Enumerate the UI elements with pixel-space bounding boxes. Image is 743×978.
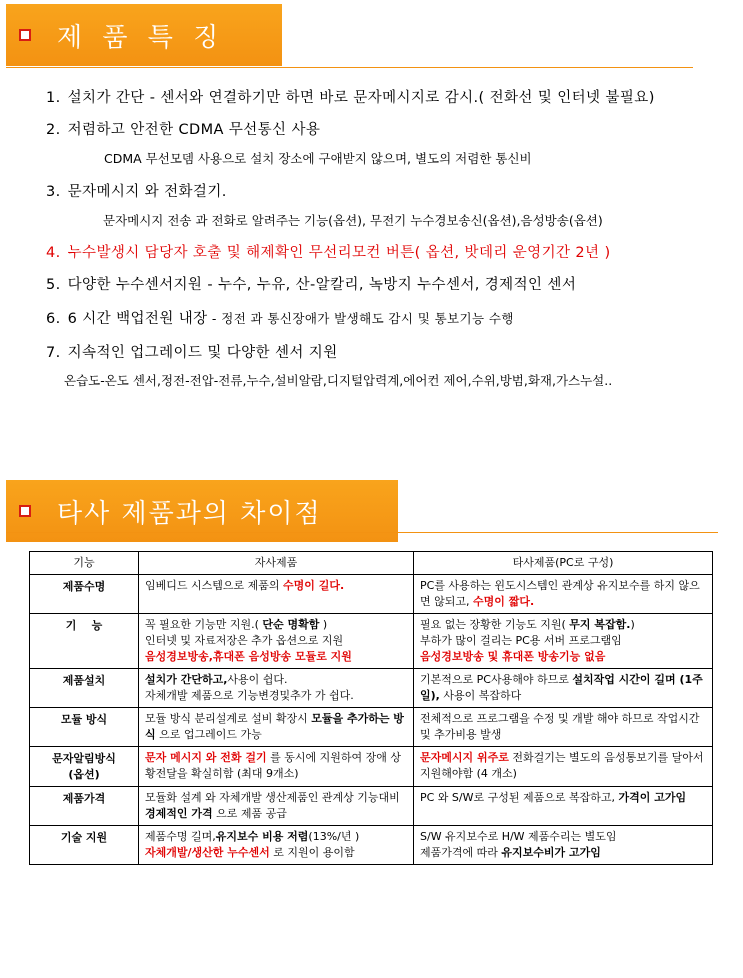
cell-text: )	[319, 618, 328, 631]
feature-item-5: 5. 다양한 누수센서지원 - 누수, 누유, 산-알칼리, 녹방지 누수센서, 경제적인 센서	[46, 277, 577, 293]
square-bullet-icon	[19, 29, 31, 41]
header-ours: 자사제품	[139, 552, 414, 575]
section1-banner	[6, 4, 282, 66]
cell-text: 제품수명 길며,	[145, 830, 216, 843]
cell-text: 경제적인 가격	[145, 807, 213, 820]
feature-cell	[30, 826, 139, 865]
cell-text: 인터넷 및 자료저장은 추가 옵션으로 지원	[145, 634, 344, 647]
ours-cell	[139, 669, 414, 708]
feature-label: 모듈 방식	[60, 713, 108, 726]
feature-cell	[30, 708, 139, 747]
cell-text: 를 동시에 지원하여 장애 상황전달을 확실히함 (최대 9개소)	[145, 751, 401, 780]
theirs-cell	[414, 669, 713, 708]
cell-text: 단순 명확함	[262, 618, 320, 631]
feature-label: 제품가격	[62, 792, 106, 805]
cell-text: S/W 유지보수로 H/W 제품수리는 별도임	[420, 830, 617, 843]
feature-cell	[30, 747, 139, 787]
comparison-table	[29, 551, 713, 865]
feature-cell	[30, 575, 139, 614]
cell-text: PC 와 S/W로 구성된 제품으로 복잡하고,	[420, 791, 619, 804]
feature-label: (옵션)	[68, 768, 100, 781]
feature-item-2-detail: CDMA 무선모뎀 사용으로 설치 장소에 구애받지 않으며, 별도의 저렴한 통신비	[104, 151, 532, 166]
cell-text: 꼭 필요한 기능만 지원.(	[145, 618, 263, 631]
feature-item-7: 7. 지속적인 업그레이드 및 다양한 센서 지원	[46, 345, 338, 361]
cell-text: 자체개발 제품으로 기능변경및추가 가 쉽다.	[145, 689, 354, 702]
cell-text: 가격이 고가임	[618, 791, 687, 804]
table-row	[30, 708, 713, 747]
theirs-cell	[414, 575, 713, 614]
header-theirs: 타사제품(PC로 구성)	[414, 552, 713, 575]
ours-cell	[139, 575, 414, 614]
cell-text: 자체개발/생산한 누수센서	[145, 846, 270, 859]
table-row	[30, 614, 713, 669]
header-feature: 기능	[30, 552, 139, 575]
section2-divider	[6, 532, 718, 533]
feature-item-3-detail: 문자메시지 전송 과 전화로 알려주는 기능(옵션), 무전기 누수경보송신(옵션),음성방송(옵션)	[103, 213, 603, 228]
feature-item-6: 6. 6 시간 백업전원 내장 - 정전 과 통신장애가 발생해도 감시 및 통보기능 수행	[46, 311, 514, 327]
comparison-table-body	[30, 575, 713, 865]
cell-text: 음성경보방송 및 휴대폰 방송기능 없음	[420, 650, 606, 663]
cell-text: 전화걸기는 별도의 음성통보기를 달아서 지원해야함 (4 개소)	[420, 751, 704, 780]
cell-text: 설치가 간단하고,	[145, 673, 228, 686]
cell-text: 수명이 짧다.	[473, 595, 535, 608]
cell-text: 모듈 방식 분리설계로 설비 확장시	[145, 712, 312, 725]
cell-text: 문자메시지 위주로	[420, 751, 509, 764]
cell-text: 전체적으로 프로그램을 수정 및 개발 해야 하므로 작업시간 및 추가비용 발생	[420, 712, 700, 741]
feature-item-1: 1. 설치가 간단 - 센서와 연결하기만 하면 바로 문자메시지로 감시.( 전화선 및 인터넷 불필요)	[46, 90, 655, 106]
feature-cell	[30, 614, 139, 669]
cell-text: 유지보수비가 고가임	[501, 846, 601, 859]
feature-cell	[30, 787, 139, 826]
section1-divider	[6, 67, 693, 68]
square-bullet-icon	[19, 505, 31, 517]
ours-cell	[139, 747, 414, 787]
ours-cell	[139, 614, 414, 669]
cell-text: 사용이 복잡하다	[439, 689, 522, 702]
feature-item-4: 4. 누수발생시 담당자 호출 및 해제확인 무선리모컨 버튼( 옵션, 밧데리 운영기간 2년 )	[46, 245, 611, 261]
table-row	[30, 747, 713, 787]
feature-label: 문자알림방식	[52, 752, 116, 765]
cell-text: 필요 없는 장황한 기능도 지원(	[420, 618, 570, 631]
cell-text: 제품가격에 따라	[420, 846, 502, 859]
theirs-cell	[414, 614, 713, 669]
table-row	[30, 826, 713, 865]
cell-text: 모듈을 추가하는 방식	[145, 712, 404, 741]
feature-item-2: 2. 저렴하고 안전한 CDMA 무선통신 사용	[46, 122, 321, 138]
cell-text: 부하가 많이 걸리는 PC용 서버 프로그램임	[420, 634, 622, 647]
cell-text: 모듈화 설계 와 자체개발 생산제품인 관계상 기능대비	[145, 791, 400, 804]
table-row	[30, 787, 713, 826]
table-row	[30, 669, 713, 708]
ours-cell	[139, 826, 414, 865]
table-header-row	[30, 552, 713, 575]
table-row	[30, 575, 713, 614]
cell-text: 으로 제품 공급	[212, 807, 287, 820]
cell-text: 로 지원이 용이함	[269, 846, 355, 859]
cell-text: 수명이 길다.	[283, 579, 345, 592]
section1-title: 제 품 특 징	[57, 22, 225, 53]
ours-cell	[139, 787, 414, 826]
cell-text: 음성경보방송,휴대폰 음성방송 모듈로 지원	[145, 650, 352, 663]
theirs-cell	[414, 747, 713, 787]
cell-text: 문자 메시지 와 전화 걸기	[145, 751, 267, 764]
feature-label: 기 능	[65, 619, 103, 632]
cell-text: 사용이 쉽다.	[227, 673, 288, 686]
section2-title: 타사 제품과의 차이점	[57, 498, 322, 529]
feature-item-7-detail: 온습도-온도 센서,정전-전압-전류,누수,설비알람,디지털압력계,에어컨 제어,수위,방범,화재,가스누설..	[64, 373, 613, 388]
feature-label: 제품수명	[62, 580, 106, 593]
cell-text: (13%/년 )	[308, 830, 360, 843]
cell-text: 임베디드 시스템으로 제품의	[145, 579, 284, 592]
feature-label: 제품설치	[62, 674, 106, 687]
theirs-cell	[414, 787, 713, 826]
feature-label: 기술 지원	[60, 831, 108, 844]
cell-text: 무지 복잡함.	[569, 618, 631, 631]
cell-text: )	[630, 618, 635, 631]
theirs-cell	[414, 826, 713, 865]
feature-item-3: 3. 문자메시지 와 전화걸기.	[46, 184, 227, 200]
cell-text: 유지보수 비용 저렴	[215, 830, 309, 843]
feature-cell	[30, 669, 139, 708]
cell-text: PC를 사용하는 윈도시스템인 관계상 유지보수를 하지 않으면 않되고,	[420, 579, 700, 608]
cell-text: 설치작업 시간이 길며 (1주일),	[420, 673, 703, 702]
cell-text: 기본적으로 PC사용해야 하므로	[420, 673, 573, 686]
cell-text: 으로 업그레이드 가능	[155, 728, 262, 741]
ours-cell	[139, 708, 414, 747]
theirs-cell	[414, 708, 713, 747]
